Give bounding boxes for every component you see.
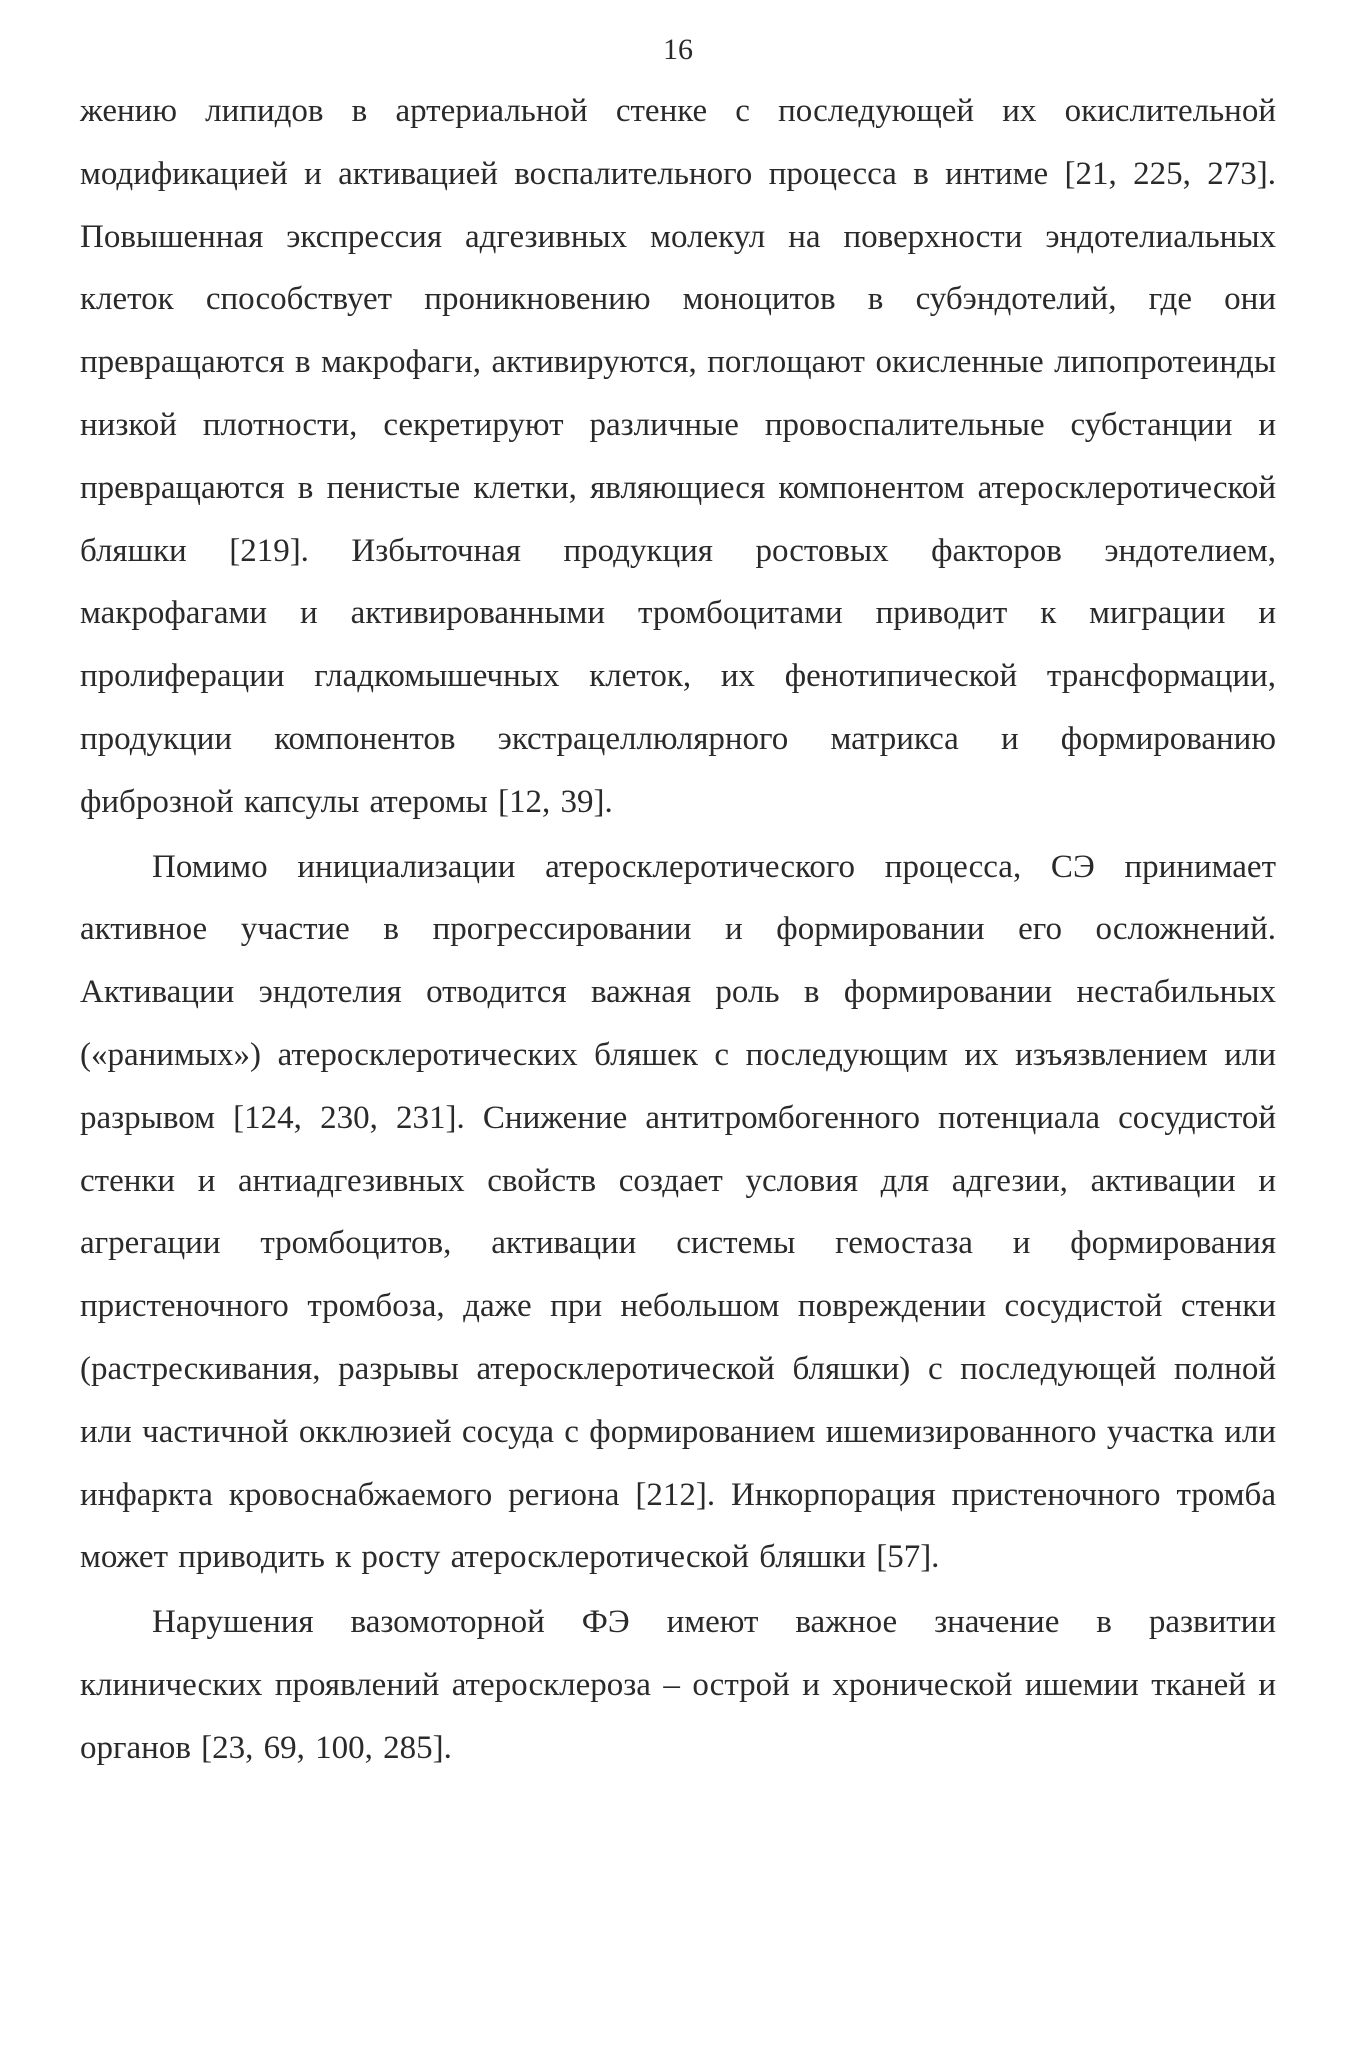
paragraph-2: Помимо инициализации атеросклеротического процесса, СЭ принимает активное участие в прогрессировании и формировании его осложнений. Активации эндотелия отводится важная роль в формировании нестабильных («ранимых») атеросклеротических бляшек с последующим их изъязвлением или разрывом [124, 230, 231]. Снижение антитромбогенного потенциала сосудистой стенки и антиадгезивных свойств создает условия для адгезии, активации и агрегации тромбоцитов, активации системы гемостаза и формирования пристеночного тромбоза, даже при небольшом повреждении сосудистой стенки (растрескивания, разрывы атеросклеротической бляшки) с последующей полной или частичной окклюзией сосуда с формированием ишемизированного участка или инфаркта кровоснабжаемого региона [212]. Инкорпорация пристеночного тромба может приводить к росту атеросклеротической бляшки [57].	[80, 848, 1276, 1576]
page-number: 16	[663, 33, 693, 66]
paragraph-1: жению липидов в артериальной стенке с последующей их окислительной модификацией и активацией воспалительного процесса в интиме [21, 225, 273]. Повышенная экспрессия адгезивных молекул на поверхности эндотелиальных клеток способствует проникновению моноцитов в субэндотелий, где они превращаются в макрофаги, активируются, поглощают окисленные липопротеинды низкой плотности, секретируют различные провоспалительные субстанции и превращаются в пенистые клетки, являющиеся компонентом атеросклеротической бляшки [219]. Избыточная продукция ростовых факторов эндотелием, макрофагами и активированными тромбоцитами приводит к миграции и пролиферации гладкомышечных клеток, их фенотипической трансформации, продукции компонентов экстрацеллюлярного матрикса и формированию фиброзной капсулы атеромы [12, 39].	[80, 93, 1276, 820]
paragraph-3: Нарушения вазомоторной ФЭ имеют важное значение в развитии клинических проявлений атеросклероза – острой и хронической ишемии тканей и органов [23, 69, 100, 285].	[80, 1604, 1276, 1766]
text-body	[80, 80, 1276, 1780]
